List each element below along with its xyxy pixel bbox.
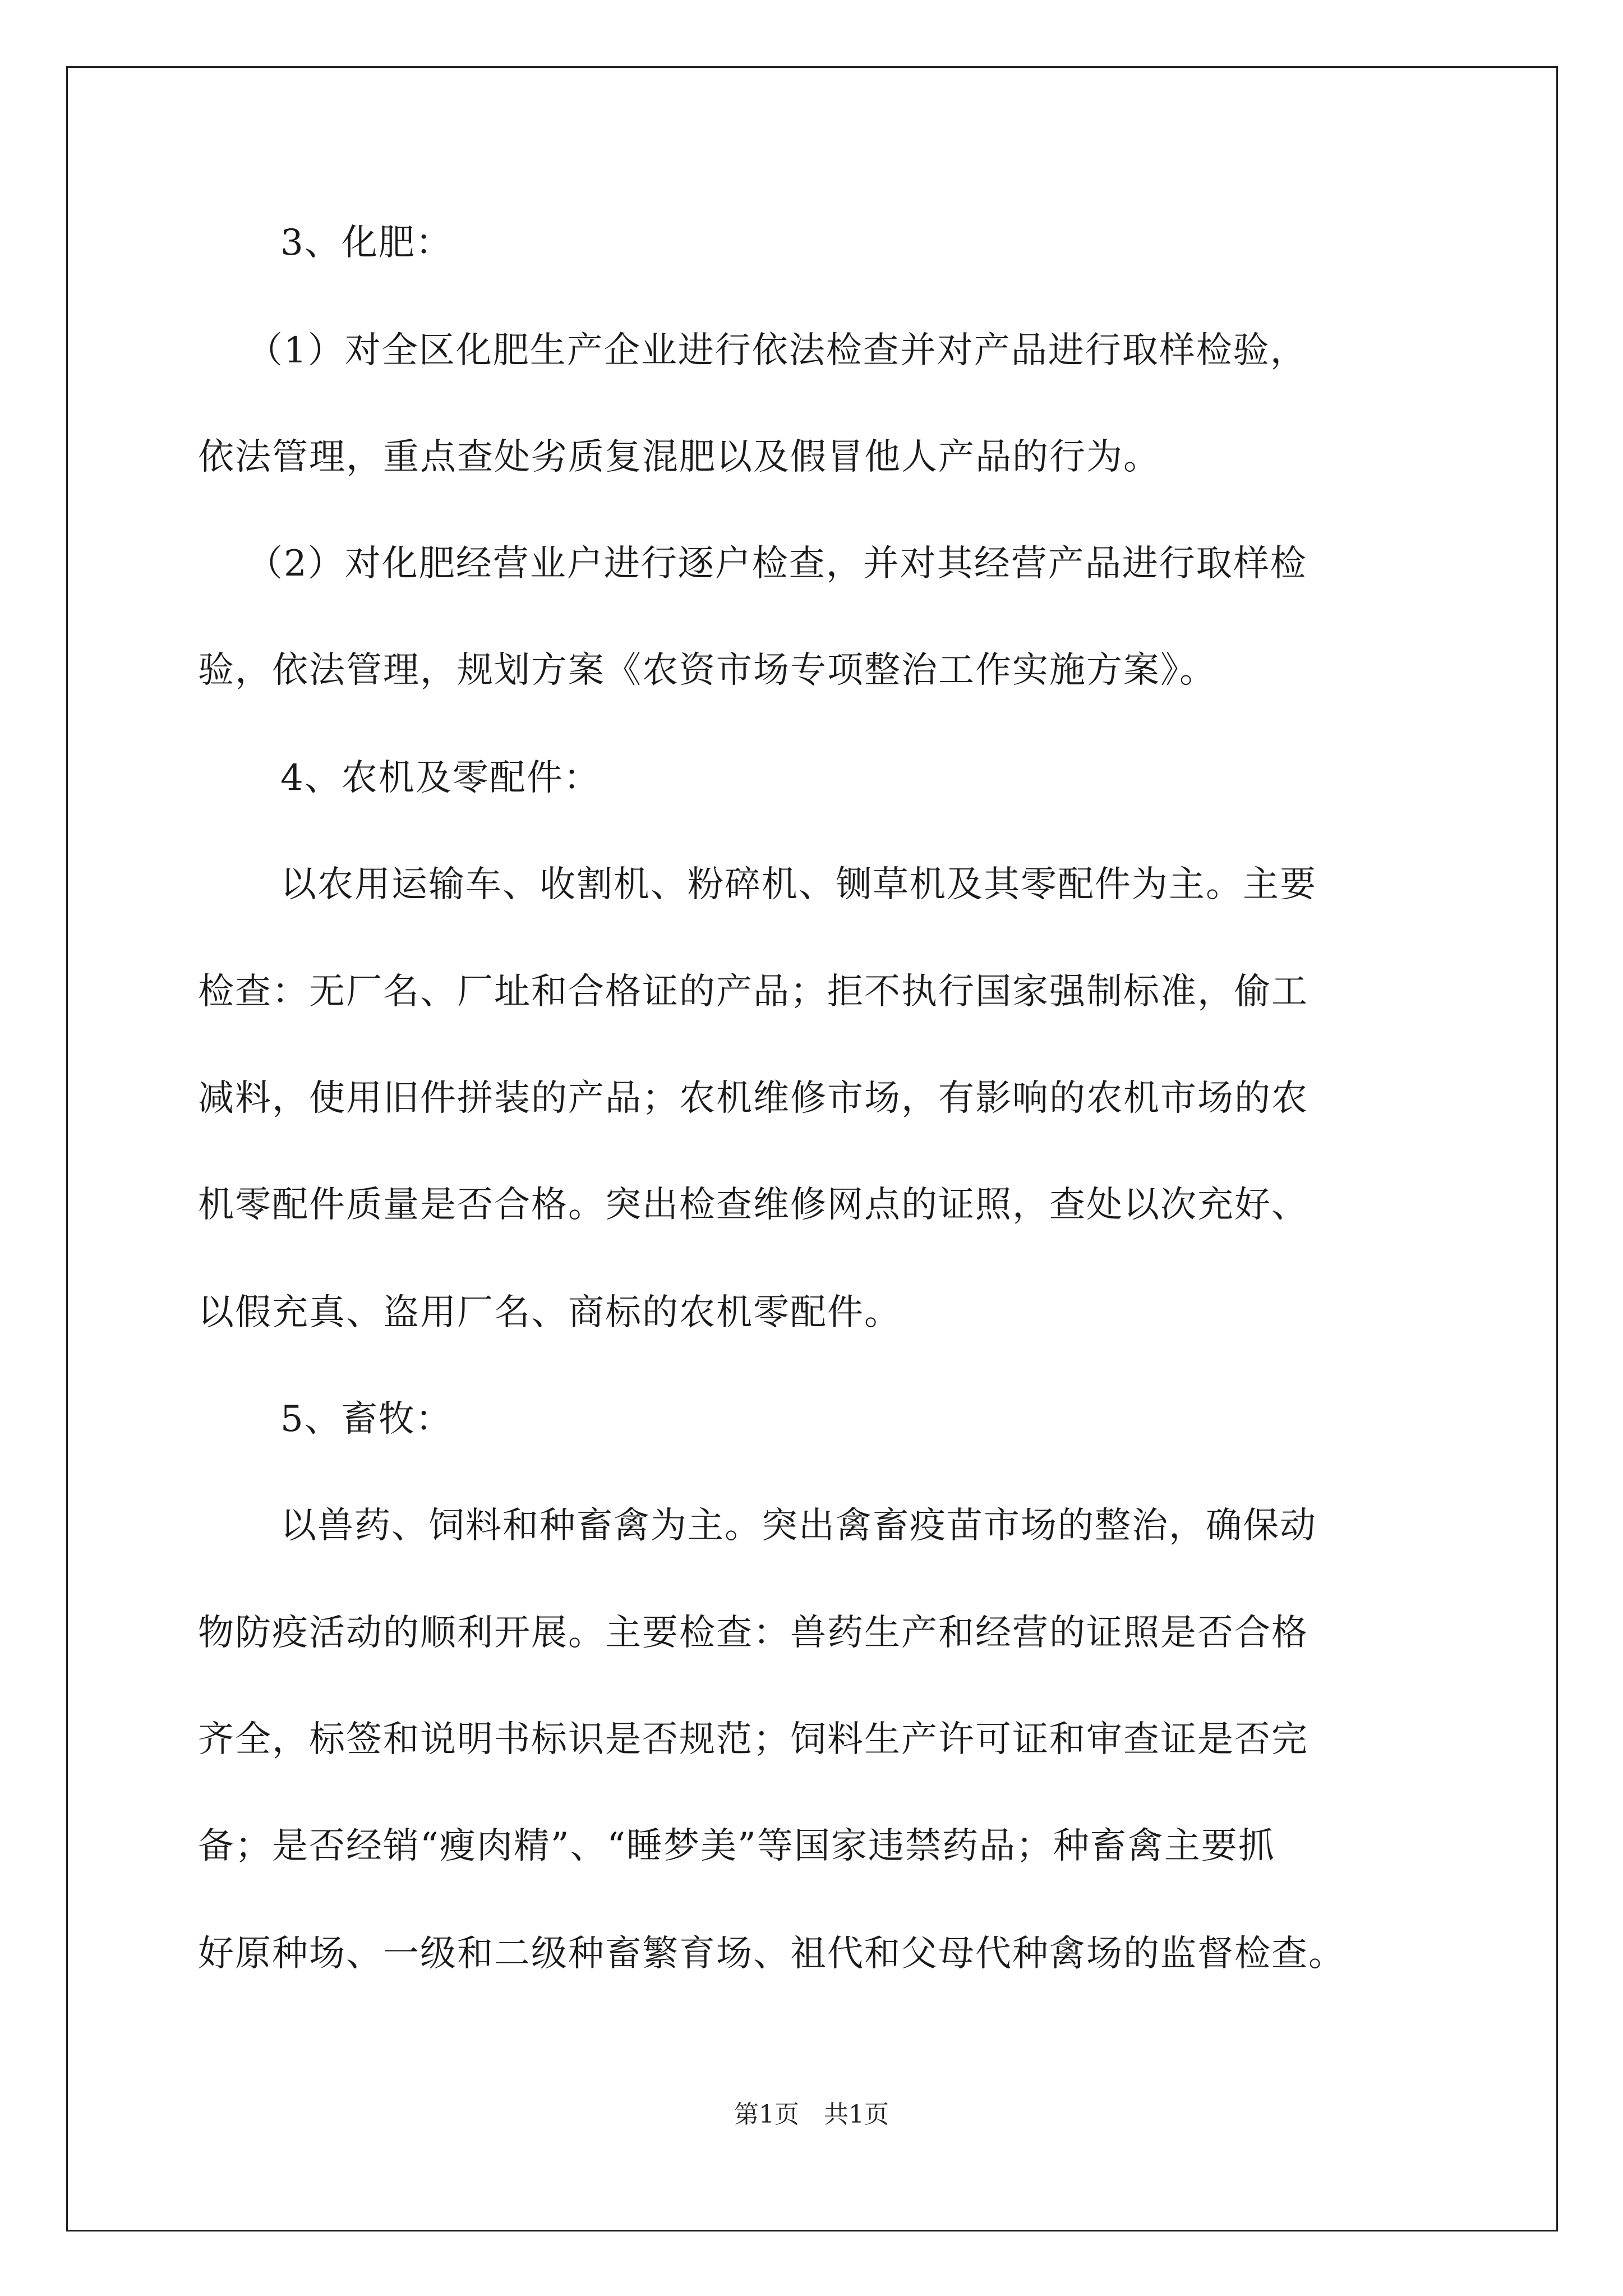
page-border (66, 66, 1558, 2231)
paragraph-line: 依法管理，重点查处劣质复混肥以及假冒他人产品的行为。 (198, 436, 1160, 478)
paragraph-line: （1）对全区化肥生产企业进行依法检查并对产品进行取样检验， (247, 330, 1307, 371)
heading-fertilizer: 3、化肥： (280, 222, 453, 264)
paragraph-line: 机零配件质量是否合格。突出检查维修网点的证照，查处以次充好、 (198, 1184, 1308, 1226)
paragraph-line: （2）对化肥经营业户进行逐户检查，并对其经营产品进行取样检 (247, 543, 1307, 585)
paragraph-line: 以假充真、盗用厂名、商标的农机零配件。 (198, 1292, 901, 1333)
paragraph-line: 减料，使用旧件拼装的产品；农机维修市场，有影响的农机市场的农 (198, 1078, 1308, 1119)
paragraph-line: 物防疫活动的顺利开展。主要检查：兽药生产和经营的证照是否合格 (198, 1612, 1308, 1654)
paragraph-line: 验，依法管理，规划方案《农资市场专项整治工作实施方案》。 (198, 650, 1216, 691)
paragraph-line: 齐全，标签和说明书标识是否规范；饲料生产许可证和审查证是否完 (198, 1719, 1308, 1760)
page-footer: 第1页 共1页 (734, 2100, 889, 2129)
heading-livestock: 5、畜牧： (280, 1398, 453, 1440)
paragraph-line: 以兽药、饲料和种畜禽为主。突出禽畜疫苗市场的整治，确保动 (280, 1505, 1317, 1547)
heading-machinery: 4、农机及零配件： (280, 757, 601, 799)
paragraph-line: 检查：无厂名、厂址和合格证的产品；拒不执行国家强制标准，偷工 (198, 971, 1308, 1013)
paragraph-line: 好原种场、一级和二级种畜繁育场、祖代和父母代种禽场的监督检查。 (198, 1933, 1345, 1975)
paragraph-line: 以农用运输车、收割机、粉碎机、铡草机及其零配件为主。主要 (280, 864, 1317, 905)
paragraph-line: 备；是否经销“瘦肉精”、“睡梦美”等国家违禁药品；种畜禽主要抓 (198, 1825, 1275, 1867)
